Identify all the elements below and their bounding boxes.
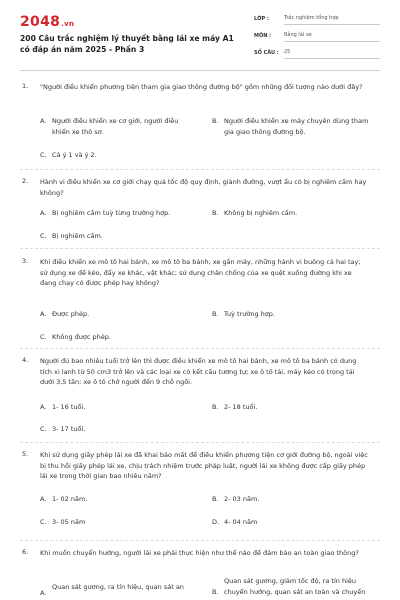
class-label: LỚP :: [254, 16, 269, 22]
option-letter: B.: [212, 310, 219, 318]
question-4: [0, 352, 400, 442]
option-letter: B.: [212, 117, 219, 125]
option-text: Không bị nghiêm cấm.: [224, 209, 298, 217]
question-separator: [20, 442, 380, 443]
option-text: 1- 16 tuổi.: [52, 403, 86, 411]
question-number: 1.: [22, 82, 29, 90]
option-letter: A.: [40, 589, 47, 597]
option-letter: C.: [40, 333, 47, 341]
question-text: Khi muốn chuyển hướng, người lái xe phải thực hiện như thế nào để đảm bảo an toàn giao thông?: [40, 549, 359, 557]
option-letter: D.: [212, 518, 220, 526]
logo-main: 2048: [20, 14, 61, 30]
option-b[interactable]: [212, 494, 372, 505]
option-a[interactable]: [40, 402, 200, 413]
option-c[interactable]: [40, 517, 200, 528]
option-b[interactable]: [212, 309, 372, 320]
option-a[interactable]: [40, 208, 205, 219]
subject-value: Bằng lái xe: [284, 32, 380, 42]
question-separator: [20, 169, 380, 170]
option-text: 2- 18 tuổi.: [224, 403, 258, 411]
option-text: Quan sát gương, giảm tốc độ, ra tín hiệu chuyển hướng, quan sát an toàn và chuyển: [224, 577, 366, 596]
question-5: [0, 446, 400, 541]
option-c[interactable]: [40, 424, 200, 435]
question-number: 6.: [22, 548, 29, 556]
option-text: 2- 03 năm.: [224, 495, 260, 503]
option-text: 1- 02 năm.: [52, 495, 88, 503]
question-3: [0, 253, 400, 343]
meta-info: [254, 14, 380, 65]
class-value: Trắc nghiệm tổng hợp: [284, 15, 380, 25]
option-text: Quan sát gương, ra tín hiệu, quan sát an: [52, 583, 184, 591]
option-letter: C.: [40, 425, 47, 433]
option-letter: B.: [212, 403, 219, 411]
header-divider: [20, 70, 380, 71]
option-text: 4- 04 năm: [224, 518, 258, 526]
question-text: Người đủ bao nhiêu tuổi trở lên thì được điều khiển xe mô tô hai bánh, xe mô tô ba bánh có dung tích xi lanh từ 50 cm3 trở lên và các loại xe có kết cấu tương tự; xe ô tô tải, máy kéo có trọng tải dưới 3,5 tấn; xe ô tô chở người đến 9 chỗ ngồi.: [40, 357, 357, 386]
option-a[interactable]: [40, 494, 200, 505]
meta-class-row: [254, 14, 380, 28]
question-2: [0, 173, 400, 243]
question-text: Hành vi điều khiển xe cơ giới chạy quá tốc độ quy định, giành đường, vượt ẩu có bị nghiêm cấm hay không?: [40, 178, 367, 197]
option-c[interactable]: [40, 231, 200, 242]
question-text: "Người điều khiển phương tiện tham gia giao thông đường bộ" gồm những đối tượng nào dưới đây?: [40, 83, 363, 91]
option-a[interactable]: [40, 582, 200, 600]
question-text: Khi sử dụng giấy phép lái xe đã khai báo mất để điều khiển phương tiện cơ giới đường bộ, ngoài việc bị thu hồi giấy phép lái xe, chịu trách nhiệm trước pháp luật, người lái xe không được cấp giấy phép lái xe trong thời gian bao nhiêu năm?: [40, 451, 368, 480]
question-number: 5.: [22, 450, 29, 458]
question-1: [0, 78, 400, 168]
option-text: Cả ý 1 và ý 2.: [52, 151, 97, 159]
option-c[interactable]: [40, 332, 200, 343]
option-letter: B.: [212, 588, 219, 596]
option-letter: C.: [40, 232, 47, 240]
option-a[interactable]: [40, 116, 200, 138]
option-text: Người điều khiển xe cơ giới, người điều khiển xe thô sơ.: [52, 117, 179, 136]
option-letter: A.: [40, 310, 47, 318]
count-label: SỐ CÂU :: [254, 50, 279, 56]
option-d[interactable]: [212, 517, 372, 528]
option-letter: A.: [40, 495, 47, 503]
option-letter: A.: [40, 403, 47, 411]
option-text: Bị nghiêm cấm.: [52, 232, 103, 240]
question-separator: [20, 540, 380, 541]
option-text: Người điều khiển xe máy chuyên dùng tham gia giao thông đường bộ.: [224, 117, 369, 136]
question-text: Khi điều khiển xe mô tô hai bánh, xe mô tô ba bánh, xe gắn máy, những hành vi buông cả hai tay; sử dụng xe để kéo, đẩy xe khác, vật khác; sử dụng chân chống của xe quệt xuống đường khi xe đang chạy có được phép hay không?: [40, 258, 361, 287]
question-number: 4.: [22, 356, 29, 364]
option-b[interactable]: [212, 402, 372, 413]
option-text: 3- 05 năm: [52, 518, 86, 526]
option-letter: A.: [40, 117, 47, 125]
question-6: [0, 544, 400, 600]
question-separator: [20, 248, 380, 249]
option-letter: B.: [212, 209, 219, 217]
option-letter: C.: [40, 518, 47, 526]
document-title: 200 Câu trắc nghiệm lý thuyết bằng lái xe máy A1 có đáp án năm 2025 - Phần 3: [20, 34, 234, 54]
option-c[interactable]: [40, 150, 200, 161]
option-letter: B.: [212, 495, 219, 503]
option-text: Tuỳ trường hợp.: [224, 310, 275, 318]
option-text: Bị nghiêm cấm tuỳ từng trường hợp.: [52, 209, 171, 217]
option-text: Được phép.: [52, 310, 90, 318]
option-text: 3- 17 tuổi.: [52, 425, 86, 433]
question-number: 3.: [22, 257, 29, 265]
meta-subject-row: [254, 31, 380, 45]
option-text: Không được phép.: [52, 333, 111, 341]
logo-suffix: .vn: [61, 20, 75, 28]
site-logo[interactable]: [20, 14, 74, 30]
document-header: [0, 0, 400, 70]
question-separator: [20, 348, 380, 349]
count-value: 25: [284, 49, 380, 59]
meta-count-row: [254, 48, 380, 62]
option-b[interactable]: [212, 576, 377, 600]
option-b[interactable]: [212, 116, 377, 138]
question-number: 2.: [22, 177, 29, 185]
option-letter: C.: [40, 151, 47, 159]
subject-label: MÔN :: [254, 33, 272, 39]
option-letter: A.: [40, 209, 47, 217]
option-a[interactable]: [40, 309, 200, 320]
option-b[interactable]: [212, 208, 372, 219]
